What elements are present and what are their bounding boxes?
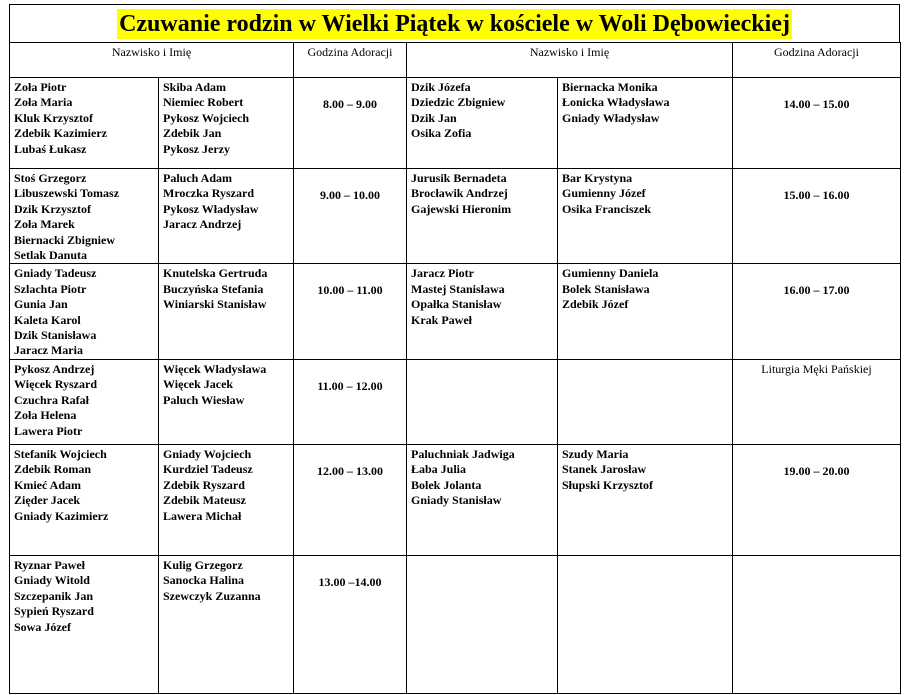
person-name: Lubaś Łukasz [14,141,87,156]
person-name: Dzik Stanisława [14,328,97,343]
adoration-hour-left: 13.00 –14.00 [294,555,407,693]
person-name: Gniady Witold [14,573,90,588]
person-name: Szewczyk Zuzanna [163,588,261,603]
person-name: Więcek Jacek [163,377,234,392]
person-name: Skiba Adam [163,80,227,94]
names-cell-left-a [10,78,159,169]
person-name: Paluch Wiesław [163,392,245,407]
adoration-hour-right: 15.00 – 16.00 [733,169,901,264]
person-name: Pykosz Jerzy [163,141,230,156]
person-name: Pykosz Wojciech [163,110,250,125]
person-name: Osika Franciszek [562,201,651,216]
person-name: Setlak Danuta [14,248,88,263]
person-name: Sanocka Halina [163,573,245,588]
person-name: Sypień Ryszard [14,604,94,619]
person-name: Knutelska Gertruda [163,266,268,281]
person-name: Zdebik Jan [163,126,222,141]
person-name: Biernacki Zbigniew [14,232,116,247]
person-name: Brocławik Andrzej [411,186,508,201]
person-name: Szlachta Piotr [14,281,87,296]
adoration-hour-right: 19.00 – 20.00 [733,444,901,555]
schedule-sheet [9,4,900,686]
person-name: Gniady Kazimierz [14,508,109,523]
person-name: Sowa Józef [14,619,71,634]
person-name: Paluch Adam [163,171,233,185]
person-name: Stanek Jarosław [562,462,647,477]
person-name: Stefanik Wojciech [14,446,107,461]
names-cell-right-a [407,264,558,359]
person-name: Osika Zofia [411,126,472,141]
person-name: Zoła Piotr [14,80,67,94]
person-name: Łaba Julia [411,462,467,477]
person-name: Zięder Jacek [14,493,81,508]
person-name: Więcek Ryszard [14,377,98,392]
table-row [10,444,901,555]
person-name: Jaracz Maria [14,343,83,358]
names-cell-right-b [558,264,733,359]
table-row [10,555,901,693]
person-name: Gniady Tadeusz [14,266,97,281]
person-name: Kulig Grzegorz [163,557,243,572]
person-name: Mastej Stanisława [411,281,505,296]
table-row [10,264,901,359]
person-name: Libuszewski Tomasz [14,186,120,201]
person-name: Pykosz Władysław [163,201,259,216]
person-name: Szudy Maria [562,446,629,461]
person-name: Gniady Władysław [562,110,660,125]
header-hour-right: Godzina Adoracji [733,43,901,78]
header-hour-left: Godzina Adoracji [294,43,407,78]
header-names-right: Nazwisko i Imię [407,43,733,78]
names-cell-left-b [159,555,294,693]
person-name: Jaracz Andrzej [163,217,242,232]
person-name: Winiarski Stanisław [163,297,267,312]
title-row [9,4,900,42]
names-cell-left-a [10,555,159,693]
header-names-left: Nazwisko i Imię [10,43,294,78]
person-name: Gumienny Daniela [562,266,659,281]
names-cell-right-a [407,169,558,264]
person-name: Kmieć Adam [14,477,81,492]
names-cell-right-a [407,78,558,169]
person-name: Zdebik Józef [562,297,629,312]
page-title: Czuwanie rodzin w Wielki Piątek w kościele w Woli Dębowieckiej [119,10,790,37]
person-name: Stoś Grzegorz [14,171,87,185]
names-cell-left-b [159,359,294,444]
table-row [10,359,901,444]
person-name: Opałka Stanisław [411,297,502,312]
header-row [10,43,901,78]
person-name: Gniady Stanisław [411,493,502,508]
person-name: Jurusik Bernadeta [411,171,507,185]
person-name: Krak Paweł [411,312,472,327]
adoration-hour-left: 8.00 – 9.00 [294,78,407,169]
person-name: Paluchniak Jadwiga [411,446,515,461]
names-cell-right-b [558,359,733,444]
person-name: Buczyńska Stefania [163,281,264,296]
person-name: Bolek Jolanta [411,477,482,492]
person-name: Pykosz Andrzej [14,361,95,376]
person-name: Zoła Marek [14,217,75,232]
adoration-hour-right: 16.00 – 17.00 [733,264,901,359]
names-cell-left-b [159,444,294,555]
names-cell-right-a [407,359,558,444]
person-name: Dzik Jan [411,110,457,125]
person-name: Gunia Jan [14,297,68,312]
adoration-hour-right [733,555,901,693]
names-cell-left-b [159,169,294,264]
names-cell-right-b [558,555,733,693]
person-name: Zdebik Ryszard [163,477,245,492]
person-name: Dziedzic Zbigniew [411,95,506,110]
person-name: Gajewski Hieronim [411,201,512,216]
person-name: Szczepanik Jan [14,588,94,603]
person-name: Czuchra Rafał [14,392,89,407]
person-name: Niemiec Robert [163,95,244,110]
names-cell-left-a [10,444,159,555]
names-cell-right-b [558,78,733,169]
names-cell-left-b [159,264,294,359]
person-name: Mroczka Ryszard [163,186,255,201]
person-name: Gniady Wojciech [163,446,252,461]
person-name: Ryznar Paweł [14,557,86,572]
person-name: Zdebik Mateusz [163,493,247,508]
liturgy-note: Liturgia Męki Pańskiej [733,359,901,444]
person-name: Zdebik Kazimierz [14,126,107,141]
person-name: Zoła Maria [14,95,73,110]
schedule-table [9,42,901,694]
person-name: Biernacka Monika [562,80,658,94]
table-row [10,169,901,264]
person-name: Zoła Helena [14,408,77,423]
person-name: Lawera Piotr [14,423,83,438]
person-name: Łonicka Władysława [562,95,670,110]
person-name: Bar Krystyna [562,171,633,185]
adoration-hour-left: 10.00 – 11.00 [294,264,407,359]
adoration-hour-left: 11.00 – 12.00 [294,359,407,444]
names-cell-left-a [10,359,159,444]
names-cell-right-b [558,169,733,264]
person-name: Jaracz Piotr [411,266,474,281]
adoration-hour-left: 12.00 – 13.00 [294,444,407,555]
person-name: Kluk Krzysztof [14,110,93,125]
person-name: Kurdziel Tadeusz [163,462,253,477]
names-cell-left-a [10,264,159,359]
person-name: Gumienny Józef [562,186,646,201]
names-cell-right-b [558,444,733,555]
person-name: Więcek Władysława [163,361,267,376]
person-name: Bolek Stanisława [562,281,650,296]
names-cell-left-a [10,169,159,264]
person-name: Dzik Krzysztof [14,201,91,216]
names-cell-right-a [407,444,558,555]
names-cell-left-b [159,78,294,169]
adoration-hour-left: 9.00 – 10.00 [294,169,407,264]
table-row [10,78,901,169]
person-name: Kaleta Karol [14,312,81,327]
person-name: Lawera Michał [163,508,242,523]
names-cell-right-a [407,555,558,693]
adoration-hour-right: 14.00 – 15.00 [733,78,901,169]
person-name: Słupski Krzysztof [562,477,654,492]
person-name: Dzik Józefa [411,80,471,94]
person-name: Zdebik Roman [14,462,92,477]
